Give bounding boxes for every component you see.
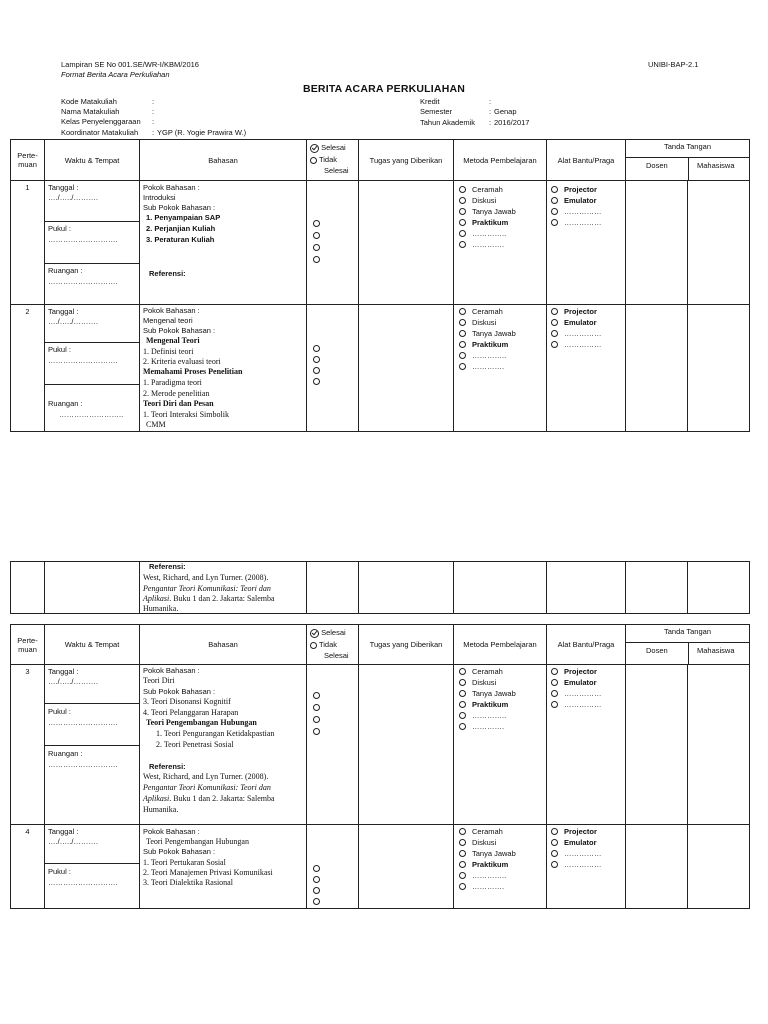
circle-icon[interactable] <box>459 352 466 359</box>
field-semester-label: Semester <box>420 107 453 116</box>
header-pertemuan: Perte- muan <box>11 140 45 181</box>
header-tanda-tangan: Tanda Tangan Dosen Mahasiswa <box>626 625 750 665</box>
attachment-reference: Lampiran SE No 001.SE/WR-I/KBM/2016 <box>61 60 199 69</box>
referensi-label: Referensi: <box>149 562 186 571</box>
selesai-cell <box>307 181 359 305</box>
tugas-cell <box>359 825 454 909</box>
circle-icon[interactable] <box>551 186 558 193</box>
header-tanda-tangan: Tanda Tangan Dosen Mahasiswa <box>626 140 750 181</box>
table-row <box>11 665 750 825</box>
header-waktu: Waktu & Tempat <box>45 625 140 665</box>
circle-icon <box>310 157 317 164</box>
pukul-label: Pukul : <box>48 707 71 716</box>
header-bahasan: Bahasan <box>140 625 307 665</box>
referensi-text: West, Richard, and Lyn Turner. (2008). <box>143 772 269 781</box>
field-kode-label: Kode Matakuliah <box>61 97 117 106</box>
field-koordinator-label: Koordinator Matakuliah <box>61 128 139 137</box>
metoda-cell: Ceramah Diskusi Tanya Jawab Praktikum ………….. …………. <box>454 825 547 909</box>
table-row <box>11 825 750 909</box>
waktu-cell <box>45 181 140 305</box>
tugas-cell <box>359 181 454 305</box>
check-icon <box>310 144 319 153</box>
bahasan-cell <box>140 825 307 909</box>
circle-icon[interactable] <box>551 828 558 835</box>
sub-item: 1. Definisi teori <box>143 347 194 356</box>
alat-cell: Projector Emulator …………… …………… <box>547 825 626 909</box>
referensi-text: Humanika. <box>143 805 179 814</box>
sub-pokok-label: Sub Pokok Bahasan : <box>143 847 216 856</box>
header-selesai: Selesai Tidak Selesai <box>307 625 359 665</box>
circle-icon[interactable] <box>313 728 320 735</box>
selesai-cell <box>307 305 359 432</box>
circle-icon <box>310 642 317 649</box>
sub-item: 4. Teori Pelanggaran Harapan <box>143 708 239 717</box>
referensi-label: Referensi: <box>149 269 186 278</box>
circle-icon[interactable] <box>551 668 558 675</box>
sub-heading: Memahami Proses Penelitian <box>143 367 243 376</box>
circle-icon[interactable] <box>551 208 558 215</box>
circle-icon[interactable] <box>459 330 466 337</box>
field-kredit-label: Kredit <box>420 97 440 106</box>
sub-item: 3. Teori Dialektika Rasional <box>143 878 233 887</box>
sub-item: CMM <box>146 420 166 429</box>
circle-icon[interactable] <box>551 839 558 846</box>
bap-table-1 <box>10 139 750 432</box>
tanggal-label: Tanggal : <box>48 667 79 676</box>
field-semester-sep: : <box>489 107 492 116</box>
bap-table-2 <box>10 624 750 909</box>
pukul-value: ………………………. <box>48 878 118 887</box>
circle-icon[interactable] <box>459 208 466 215</box>
circle-icon[interactable] <box>459 690 466 697</box>
tanggal-label: Tanggal : <box>48 827 79 836</box>
circle-icon[interactable] <box>551 850 558 857</box>
row-number: 3 <box>11 665 45 825</box>
pukul-value: ………………………. <box>48 356 118 365</box>
bahasan-cell <box>140 181 307 305</box>
pokok-label: Pokok Bahasan : <box>143 306 200 315</box>
format-subtitle: Format Berita Acara Perkuliahan <box>61 70 170 79</box>
page-title: BERITA ACARA PERKULIAHAN <box>302 83 466 95</box>
sub-item: 2. Perjanjian Kuliah <box>146 224 216 233</box>
field-kelas-sep: : <box>152 117 155 126</box>
signature-dosen[interactable] <box>626 825 688 909</box>
sub-item: 1. Teori Interaksi Simbolik <box>143 410 229 419</box>
table-row <box>11 562 750 614</box>
header-bahasan: Bahasan <box>140 140 307 181</box>
sub-item: 1. Penyampaian SAP <box>146 213 221 222</box>
circle-icon[interactable] <box>459 363 466 370</box>
selesai-cell <box>307 825 359 909</box>
metoda-cell: Ceramah Diskusi Tanya Jawab Praktikum ………….. …………. <box>454 665 547 825</box>
sub-heading: Mengenal Teori <box>146 336 200 345</box>
table-header-row <box>11 140 750 181</box>
pukul-value: ………………………. <box>48 235 118 244</box>
waktu-cell <box>45 665 140 825</box>
circle-icon[interactable] <box>459 883 466 890</box>
signature-mahasiswa[interactable] <box>688 825 750 909</box>
header-mahasiswa: Mahasiswa <box>697 161 735 170</box>
sub-item: 2. Teori Penetrasi Sosial <box>156 740 234 749</box>
pokok-label: Pokok Bahasan : <box>143 183 200 192</box>
circle-icon[interactable] <box>551 341 558 348</box>
field-kredit-sep: : <box>489 97 492 106</box>
table-row <box>11 305 750 432</box>
header-tugas: Tugas yang Diberikan <box>359 140 454 181</box>
circle-icon[interactable] <box>313 256 320 263</box>
ruangan-label: Ruangan : <box>48 749 83 758</box>
circle-icon[interactable] <box>459 872 466 879</box>
circle-icon[interactable] <box>459 701 466 708</box>
circle-icon[interactable] <box>551 219 558 226</box>
circle-icon[interactable] <box>551 679 558 686</box>
header-tugas: Tugas yang Diberikan <box>359 625 454 665</box>
alat-cell: Projector Emulator …………… …………… <box>547 181 626 305</box>
sub-item: 2. Kriteria evaluasi teori <box>143 357 221 366</box>
referensi-title: Pengantar Teori Komunikasi: Teori dan <box>143 783 271 792</box>
waktu-cell <box>45 825 140 909</box>
pokok-value: Teori Diri <box>143 676 175 685</box>
tugas-cell <box>359 665 454 825</box>
check-icon <box>310 629 319 638</box>
sub-item: 1. Teori Pertukaran Sosial <box>143 858 226 867</box>
field-nama-label: Nama Matakuliah <box>61 107 120 116</box>
circle-icon[interactable] <box>551 197 558 204</box>
signature-dosen[interactable] <box>626 181 688 305</box>
circle-icon[interactable] <box>459 839 466 846</box>
metoda-cell: Ceramah Diskusi Tanya Jawab Praktikum ………….. …………. <box>454 181 547 305</box>
circle-icon[interactable] <box>459 723 466 730</box>
tanggal-value: …./…../………. <box>48 317 99 326</box>
pokok-value: Mengenal teori <box>143 316 193 325</box>
alat-cell: Projector Emulator …………… …………… <box>547 665 626 825</box>
referensi-label: Referensi: <box>149 762 186 771</box>
header-dosen: Dosen <box>646 646 668 655</box>
pukul-label: Pukul : <box>48 345 71 354</box>
pokok-value: Teori Pengembangan Hubungan <box>146 837 249 846</box>
sub-item: 3. Teori Disonansi Kognitif <box>143 697 231 706</box>
sub-heading: Teori Diri dan Pesan <box>143 399 214 408</box>
bahasan-cell <box>140 562 307 614</box>
sub-item: 1. Paradigma teori <box>143 378 202 387</box>
field-koordinator-sep: : <box>152 128 155 137</box>
circle-icon[interactable] <box>459 186 466 193</box>
circle-icon[interactable] <box>459 861 466 868</box>
sub-item: 2. Teori Manajemen Privasi Komunikasi <box>143 868 273 877</box>
circle-icon[interactable] <box>551 701 558 708</box>
header-mahasiswa: Mahasiswa <box>697 646 735 655</box>
field-kode-sep: : <box>152 97 155 106</box>
sub-heading: Teori Pengembangan Hubungan <box>146 718 257 727</box>
row-number: 1 <box>11 181 45 305</box>
pukul-label: Pukul : <box>48 224 71 233</box>
pokok-value: Introduksi <box>143 193 176 202</box>
circle-icon[interactable] <box>459 341 466 348</box>
alat-cell: Projector Emulator …………… …………… <box>547 305 626 432</box>
bap-table-continuation <box>10 561 750 614</box>
sub-item: 1. Teori Pengurangan Ketidakpastian <box>156 729 275 738</box>
waktu-cell <box>45 305 140 432</box>
header-alat: Alat Bantu/Praga <box>547 625 626 665</box>
pokok-label: Pokok Bahasan : <box>143 666 200 675</box>
pukul-value: ………………………. <box>48 718 118 727</box>
row-number: 2 <box>11 305 45 432</box>
table-row <box>11 181 750 305</box>
circle-icon[interactable] <box>459 712 466 719</box>
field-kelas-label: Kelas Penyelenggaraan <box>61 117 141 126</box>
sub-pokok-label: Sub Pokok Bahasan : <box>143 326 216 335</box>
table-header-row <box>11 625 750 665</box>
circle-icon[interactable] <box>459 850 466 857</box>
ruangan-value: …………………….. <box>59 410 124 419</box>
sub-pokok-label: Sub Pokok Bahasan : <box>143 203 216 212</box>
circle-icon[interactable] <box>459 308 466 315</box>
row-number: 4 <box>11 825 45 909</box>
circle-icon[interactable] <box>551 308 558 315</box>
header-metoda: Metoda Pembelajaran <box>454 625 547 665</box>
header-selesai: Selesai Tidak Selesai <box>307 140 359 181</box>
tanggal-label: Tanggal : <box>48 183 79 192</box>
field-semester-value: Genap <box>494 107 517 116</box>
pokok-label: Pokok Bahasan : <box>143 827 200 836</box>
header-metoda: Metoda Pembelajaran <box>454 140 547 181</box>
bahasan-cell <box>140 665 307 825</box>
tanggal-label: Tanggal : <box>48 307 79 316</box>
sub-item: 2. Merode penelitian <box>143 389 210 398</box>
referensi-title: Pengantar Teori Komunikasi: Teori dan <box>143 584 271 593</box>
metoda-cell: Ceramah Diskusi Tanya Jawab Praktikum ………….. …………. <box>454 305 547 432</box>
field-tahun-label: Tahun Akademik <box>420 118 476 127</box>
circle-icon[interactable] <box>313 378 320 385</box>
referensi-text: Humanika. <box>143 604 179 613</box>
ruangan-value: ………………………. <box>48 760 118 769</box>
signature-dosen[interactable] <box>626 305 688 432</box>
circle-icon[interactable] <box>551 319 558 326</box>
bahasan-cell <box>140 305 307 432</box>
header-alat: Alat Bantu/Praga <box>547 140 626 181</box>
circle-icon[interactable] <box>459 668 466 675</box>
signature-mahasiswa[interactable] <box>688 181 750 305</box>
ruangan-value: ………………………. <box>48 277 118 286</box>
header-pertemuan: Perte- muan <box>11 625 45 665</box>
circle-icon[interactable] <box>459 319 466 326</box>
signature-dosen[interactable] <box>626 665 688 825</box>
circle-icon[interactable] <box>459 219 466 226</box>
signature-mahasiswa[interactable] <box>688 665 750 825</box>
field-nama-sep: : <box>152 107 155 116</box>
referensi-text: West, Richard, and Lyn Turner. (2008). <box>143 573 269 582</box>
sub-item: 3. Peraturan Kuliah <box>146 235 215 244</box>
field-tahun-value: 2016/2017 <box>494 118 530 127</box>
ruangan-label: Ruangan : <box>48 399 83 408</box>
field-koordinator-value: YGP (R. Yogie Prawira W.) <box>157 128 247 137</box>
circle-icon[interactable] <box>459 241 466 248</box>
circle-icon[interactable] <box>551 861 558 868</box>
tanggal-value: …./…../………. <box>48 193 99 202</box>
field-tahun-sep: : <box>489 118 492 127</box>
document-code: UNIBI-BAP-2.1 <box>648 60 699 69</box>
tugas-cell <box>359 305 454 432</box>
tanggal-value: …./…../………. <box>48 837 99 846</box>
signature-mahasiswa[interactable] <box>688 305 750 432</box>
circle-icon[interactable] <box>551 330 558 337</box>
header-waktu: Waktu & Tempat <box>45 140 140 181</box>
circle-icon[interactable] <box>459 197 466 204</box>
circle-icon[interactable] <box>313 898 320 905</box>
header-dosen: Dosen <box>646 161 668 170</box>
circle-icon[interactable] <box>459 679 466 686</box>
referensi-text: Aplikasi. Buku 1 dan 2. Jakarta: Salemba <box>143 794 275 803</box>
sub-pokok-label: Sub Pokok Bahasan : <box>143 687 216 696</box>
circle-icon[interactable] <box>459 230 466 237</box>
circle-icon[interactable] <box>459 828 466 835</box>
referensi-text: Aplikasi. Buku 1 dan 2. Jakarta: Salemba <box>143 594 275 603</box>
pukul-label: Pukul : <box>48 867 71 876</box>
selesai-cell <box>307 665 359 825</box>
ruangan-label: Ruangan : <box>48 266 83 275</box>
tanggal-value: …./…../………. <box>48 677 99 686</box>
circle-icon[interactable] <box>551 690 558 697</box>
